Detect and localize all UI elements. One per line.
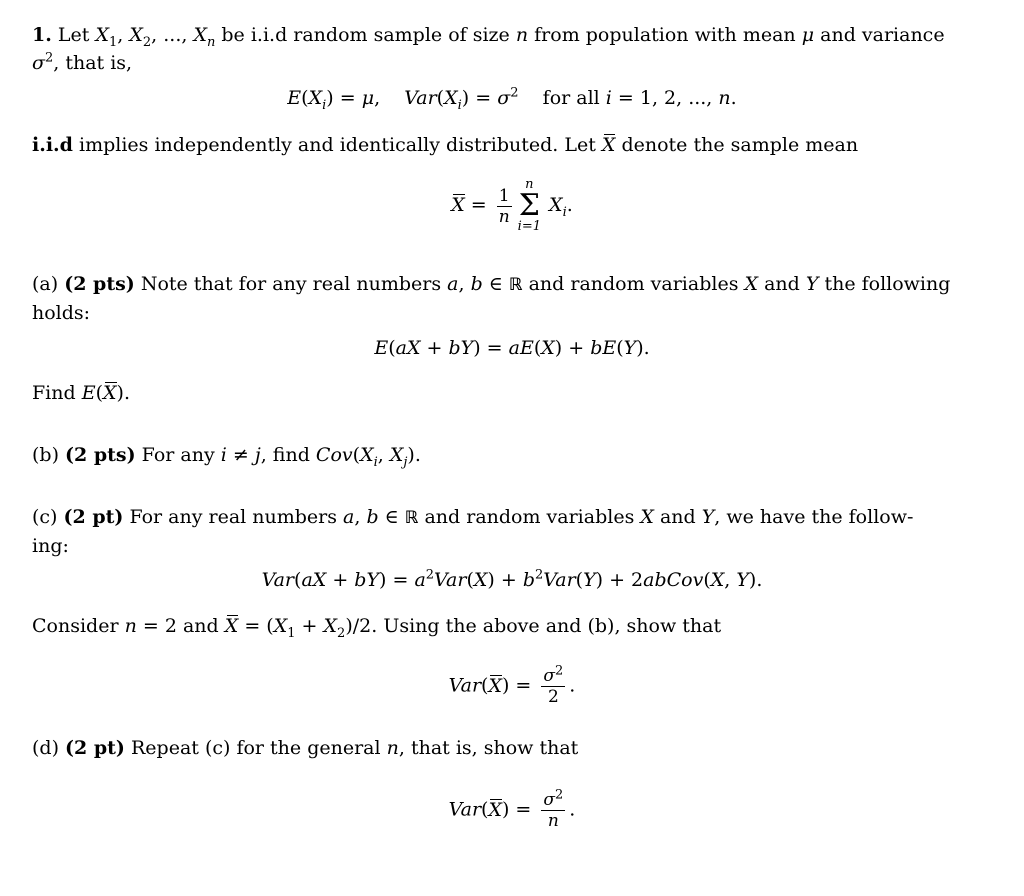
part-a-sentence: holds: (32, 302, 91, 324)
moments-equation: $E(X_i) = \mu$, $Var(X_i) = \sigma^2$ for all i = 1, 2, ..., n. (287, 85, 737, 113)
part-d-label: (d) (32, 737, 59, 759)
part-c-sentence: ing: (32, 535, 69, 557)
part-d-points: (2 pt) (65, 737, 125, 759)
part-a-points: (2 pts) (64, 273, 135, 295)
part-a-label: (a) (32, 273, 59, 295)
part-c-consider-text: Consider (32, 615, 119, 637)
part-a-sentence: Note that for any real numbers (140, 273, 442, 295)
part-c-sentence: and (659, 506, 696, 528)
problem-number: 1. (32, 24, 52, 46)
intro-text: Let (57, 24, 90, 46)
intro-text: and variance (820, 24, 945, 46)
part-a-sentence: the following (824, 273, 951, 295)
forall-text: for all (542, 87, 600, 109)
part-d-sentence: , that is, show that (398, 737, 579, 759)
part-c-sentence: For any real numbers (129, 506, 337, 528)
intro-text: from population with mean (534, 24, 796, 46)
part-b-sentence: For any (141, 444, 215, 466)
part-c-consider-text: . Using the above and (b), show that (371, 615, 722, 637)
part-a-find: Find (32, 382, 76, 404)
part-a-sentence: and (764, 273, 800, 295)
part-c-sentence: and random variables (424, 506, 635, 528)
part-c-consider: Consider n = 2 and $X = (X_1 + X_2)/2$. Using the above and (b), show that (32, 612, 972, 640)
iid-definition: i.i.d implies independently and identically distributed. Let X denote the sample mean (32, 131, 972, 159)
intro-text: be i.i.d random sample of size (221, 24, 510, 46)
problem-intro: 1. Let $X_1$, $X_2$, ..., $X_n$ be i.i.d random sample of size n from population with mean μ and variance $\sigma^2$, that is, (32, 24, 945, 74)
iid-term: i.i.d (32, 134, 73, 156)
part-c-consider-text: and (182, 615, 219, 637)
part-c-text: (c) (2 pt) For any real numbers a, b ∈ ℝ and random variables X and Y, we have the follow- ing: (32, 506, 914, 557)
part-d-text: (d) (2 pt) Repeat (c) for the general n, that is, show that (32, 737, 579, 759)
intro-text: , that is, (53, 52, 133, 74)
part-b-label: (b) (32, 444, 59, 466)
iid-text: denote the sample mean (621, 134, 859, 156)
part-b-sentence: , find (260, 444, 310, 466)
variance-equation: $Var(aX + bY) = a^2Var(X) + b^2Var(Y)$ + 2abCov(X, Y). (261, 567, 763, 591)
part-a-question: Find E(X). (32, 379, 972, 407)
part-c-sentence: , we have the follow- (714, 506, 914, 528)
part-c-result: Var(X) = $\frac{\sigma^2}{2}$ . (448, 663, 576, 707)
iid-text: implies independently and identically distributed. Let (79, 134, 596, 156)
part-c-label: (c) (32, 506, 58, 528)
part-d-sentence: Repeat (c) for the general (130, 737, 381, 759)
sample-mean-formula: X = $\frac{1}{n}$ n Σ i=1 $X_i$. (451, 177, 573, 234)
linearity-equation: E(aX + bY) = aE(X) + bE(Y). (374, 337, 650, 359)
part-a-text: (a) (2 pts) Note that for any real numbers a, b ∈ ℝ and random variables X and Y the following holds: (32, 273, 951, 324)
part-a-sentence: and random variables (528, 273, 739, 295)
part-b-text: (b) (2 pts) For any i ≠ j, find $Cov(X_i$, $X_j$). (32, 444, 421, 470)
part-d-result: Var(X) = $\frac{\sigma^2}{n}$ . (448, 787, 576, 831)
part-b-points: (2 pts) (65, 444, 136, 466)
part-c-points: (2 pt) (63, 506, 124, 528)
